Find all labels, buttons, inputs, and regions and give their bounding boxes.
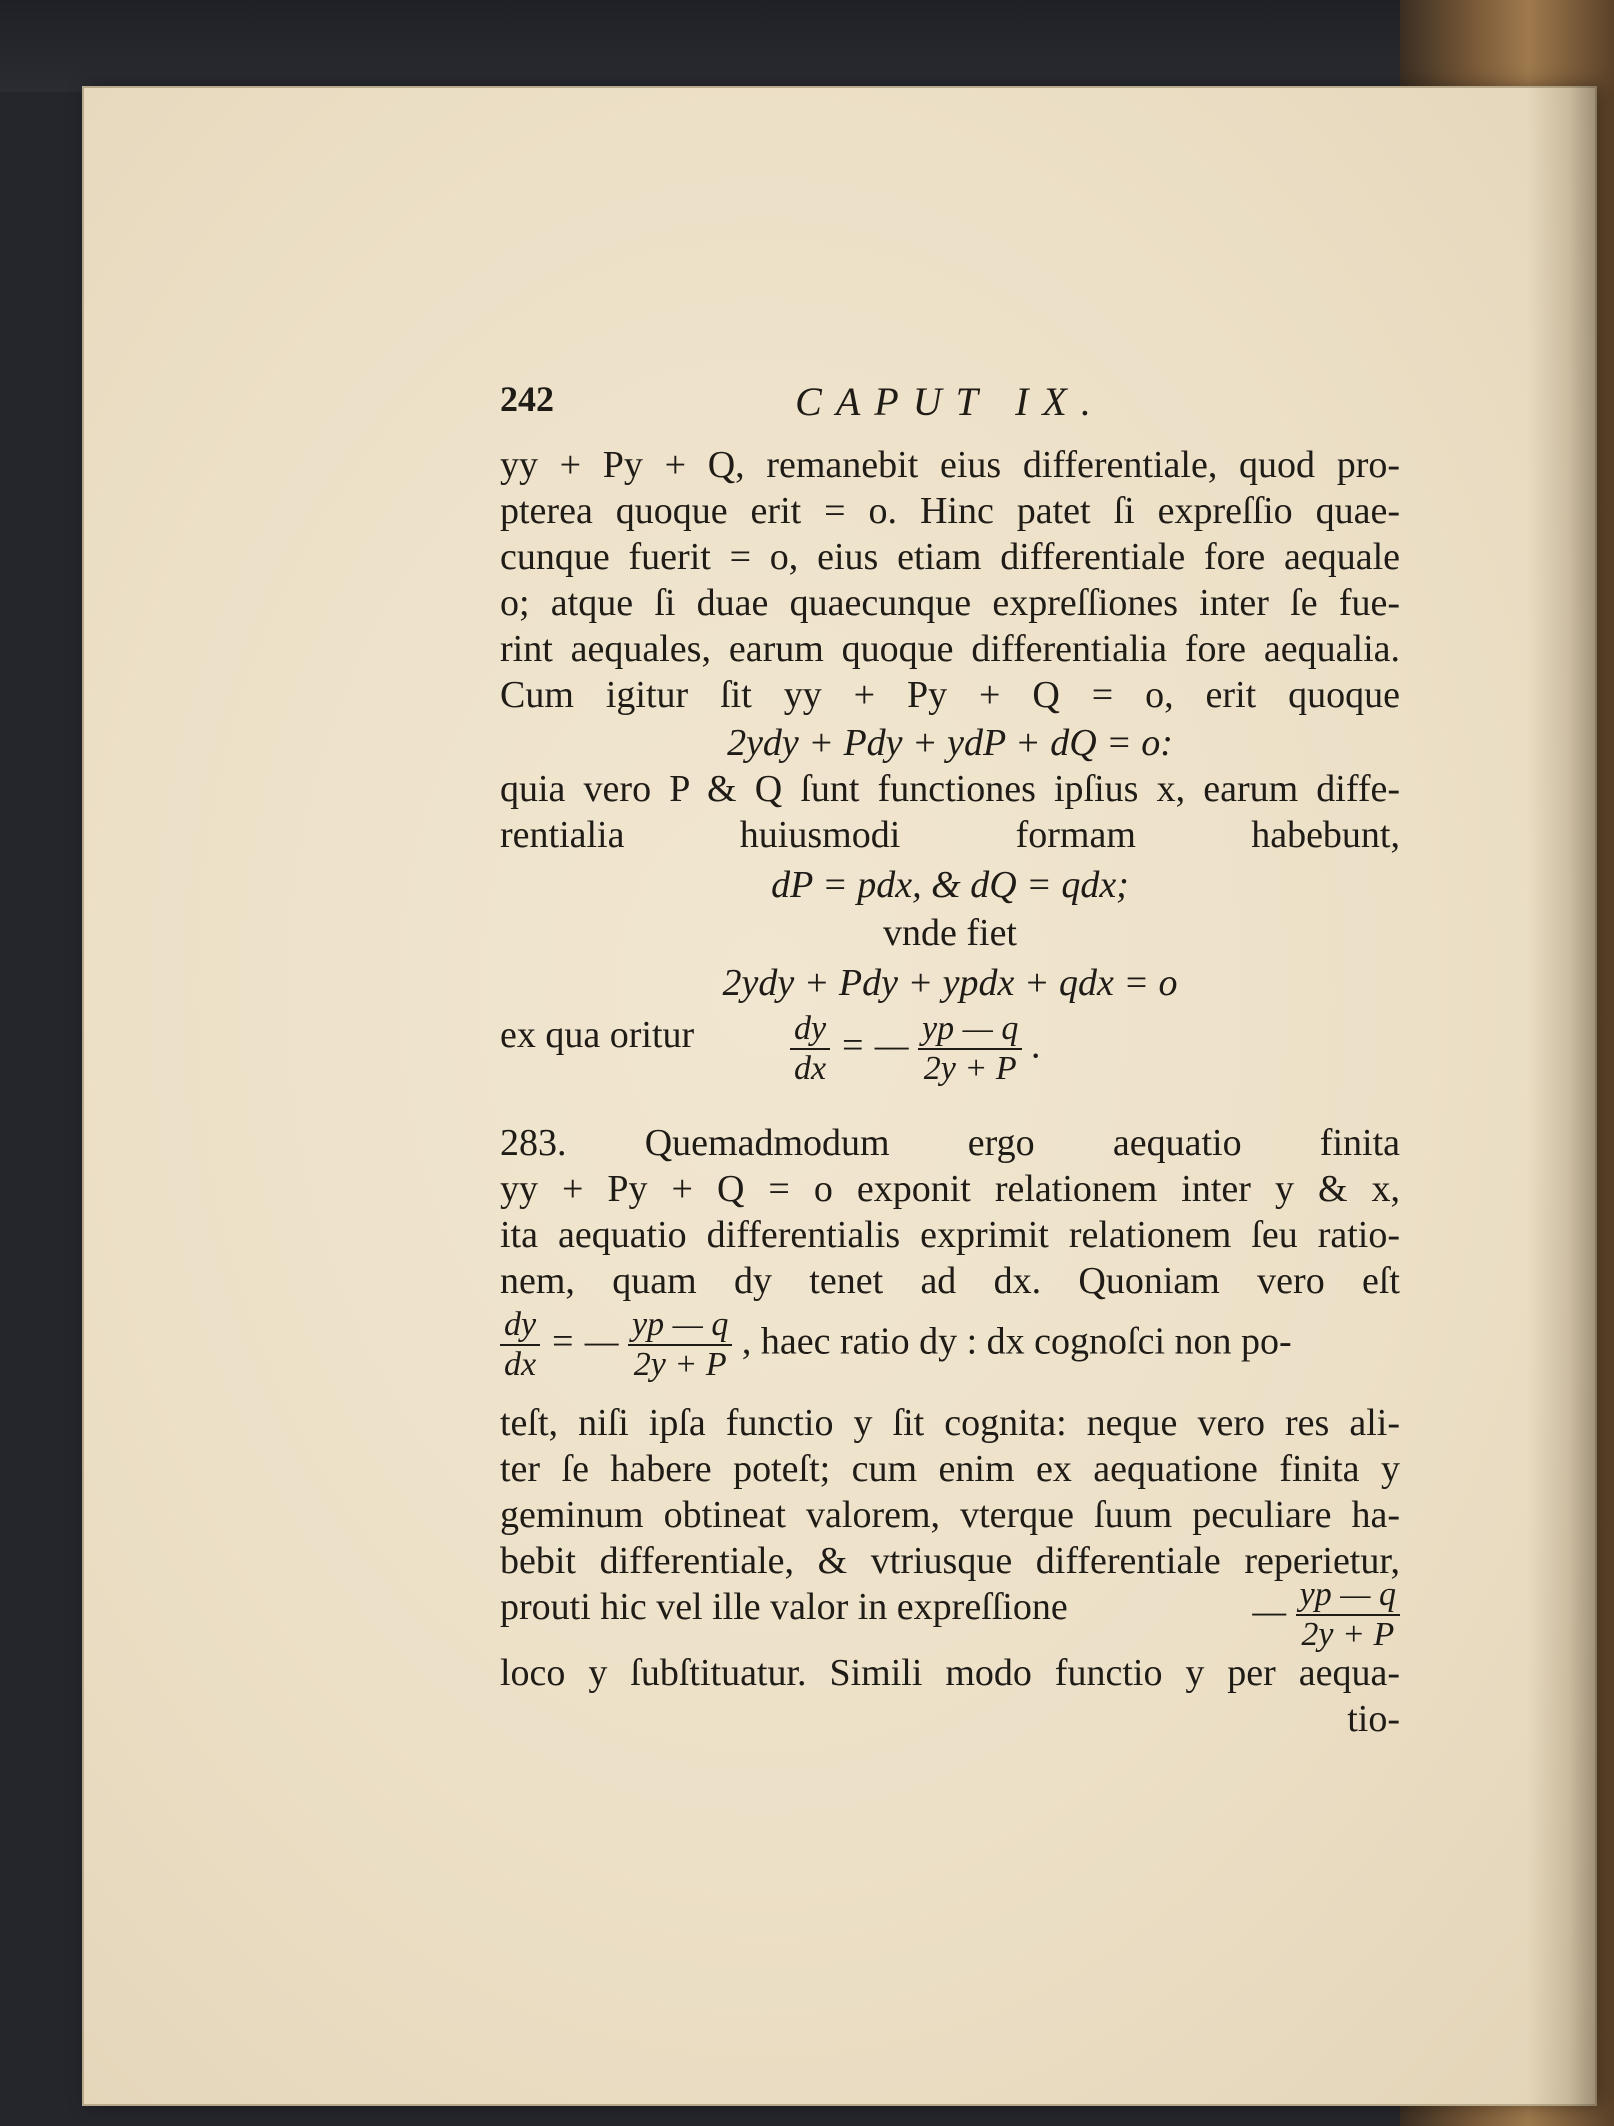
prouti-fraction bbox=[1252, 1576, 1400, 1654]
equation-operator: = — bbox=[549, 1320, 619, 1363]
equation-2: dP = pdx, & dQ = qdx; bbox=[771, 864, 1129, 906]
text-line: geminum obtineat valorem, vterque ſuum peculiare ha- bbox=[500, 1494, 1400, 1536]
fraction-numerator: yp — q bbox=[1296, 1576, 1400, 1616]
text-line: bebit differentiale, & vtriusque differentiale reperietur, bbox=[500, 1540, 1400, 1582]
text-line: quia vero P & Q ſunt functiones ipſius x, earum diffe- bbox=[500, 768, 1400, 810]
fraction bbox=[1296, 1576, 1400, 1654]
text-line: rentialia huiusmodi formam habebunt, bbox=[500, 814, 1400, 856]
text-span: , haec ratio dy : dx cognoſci non po- bbox=[741, 1320, 1292, 1363]
page-header bbox=[500, 378, 1400, 428]
equation-4-formula bbox=[790, 1010, 1041, 1088]
fraction-denominator: dx bbox=[504, 1346, 537, 1383]
prouti-line bbox=[500, 1576, 1400, 1653]
text-line: pterea quoque erit = o. Hinc patet ſi expreſſio quae- bbox=[500, 490, 1400, 532]
text-line: loco y ſubſtituatur. Simili modo functio y per aequa- bbox=[500, 1652, 1400, 1694]
text-line: yy + Py + Q = o exponit relationem inter y & x, bbox=[500, 1168, 1400, 1210]
fraction bbox=[790, 1010, 830, 1088]
text-line: Cum igitur ſit yy + Py + Q = o, erit quoque bbox=[500, 674, 1400, 716]
fraction-denominator: 2y + P bbox=[923, 1050, 1017, 1087]
equation-operator: = — bbox=[839, 1024, 909, 1067]
text-line: 283. Quemadmodum ergo aequatio finita bbox=[500, 1122, 1400, 1164]
equation-3: 2ydy + Pdy + ypdx + qdx = o bbox=[722, 962, 1178, 1004]
fraction-denominator: dx bbox=[794, 1050, 827, 1087]
equation-label: ex qua oritur bbox=[500, 1014, 695, 1056]
ratio-line bbox=[500, 1306, 1400, 1384]
fraction bbox=[500, 1306, 540, 1384]
equation-1: 2ydy + Pdy + ydP + dQ = o: bbox=[727, 722, 1173, 764]
fraction-numerator: yp — q bbox=[628, 1306, 732, 1346]
text-line: teſt, niſi ipſa functio y ſit cognita: neque vero res ali- bbox=[500, 1402, 1400, 1444]
text-span: prouti hic vel ille valor in expreſſione bbox=[500, 1586, 1068, 1628]
equation-operator: — bbox=[1252, 1590, 1287, 1633]
catchword: tio- bbox=[1347, 1698, 1400, 1740]
text-line: rint aequales, earum quoque differentialia fore aequalia. bbox=[500, 628, 1400, 670]
text-line: vnde fiet bbox=[882, 912, 1017, 954]
fraction-numerator: dy bbox=[500, 1306, 540, 1346]
fraction bbox=[628, 1306, 732, 1384]
page-gutter-shadow bbox=[1527, 86, 1597, 2106]
text-line: nem, quam dy tenet ad dx. Quoniam vero eſt bbox=[500, 1260, 1400, 1302]
text-line: ter ſe habere poteſt; cum enim ex aequatione finita y bbox=[500, 1448, 1400, 1490]
fraction-denominator: 2y + P bbox=[633, 1346, 727, 1383]
text-line: o; atque ſi duae quaecunque expreſſiones inter ſe fue- bbox=[500, 582, 1400, 624]
text-line: ita aequatio differentialis exprimit relationem ſeu ratio- bbox=[500, 1214, 1400, 1256]
text-line: yy + Py + Q, remanebit eius differentiale, quod pro- bbox=[500, 444, 1400, 486]
equation-4 bbox=[500, 1012, 694, 1058]
fraction-numerator: dy bbox=[790, 1010, 830, 1050]
fraction bbox=[918, 1010, 1022, 1088]
text-line: cunque fuerit = o, eius etiam differentiale fore aequale bbox=[500, 536, 1400, 578]
running-head: CAPUT IX. bbox=[795, 379, 1105, 424]
equation-end: . bbox=[1031, 1024, 1042, 1067]
scan-background bbox=[0, 0, 1614, 92]
page-number: 242 bbox=[500, 379, 554, 419]
fraction-numerator: yp — q bbox=[918, 1010, 1022, 1050]
fraction-denominator: 2y + P bbox=[1301, 1616, 1395, 1653]
